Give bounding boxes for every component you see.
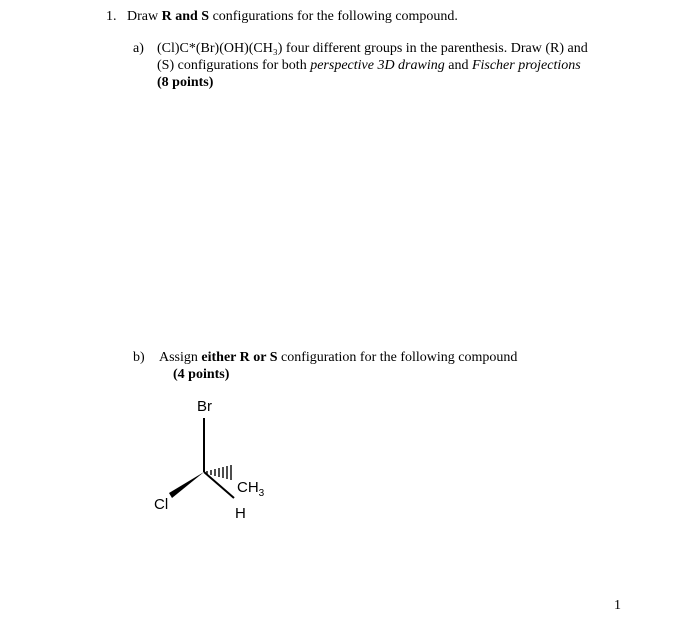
part-b-text	[159, 349, 517, 367]
question-1-heading	[106, 8, 458, 26]
part-b-text-bold: either R or S	[201, 350, 278, 365]
question-text-bold: R and S	[161, 9, 210, 24]
part-a-label: a)	[133, 41, 144, 56]
part-a-line-2-mid: and	[448, 58, 469, 73]
question-text-start: Draw	[127, 9, 159, 24]
wedge-bond-to-cl	[169, 472, 204, 498]
part-a-line-2-start: (S) configurations for both	[157, 58, 307, 73]
part-a-line-2	[157, 57, 581, 75]
part-a-italic-fischer: Fischer projections	[471, 58, 581, 73]
atom-label-cl: Cl	[154, 496, 169, 513]
part-b-points: (4 points)	[173, 367, 230, 382]
page-number: 1	[614, 598, 621, 613]
atom-label-ch3: $CH_3$	[237, 479, 265, 499]
part-b-text-start: Assign	[159, 350, 198, 365]
atom-label-h: H	[235, 505, 246, 522]
part-a-points: (8 points)	[157, 75, 214, 90]
question-number: 1.	[106, 9, 117, 24]
atom-label-br: Br	[197, 398, 212, 415]
part-a-line-1: (Cl)C*(Br)(OH)(CH₃) four different groups in the parenthesis. Draw (R) and	[157, 41, 588, 56]
question-text-end: configurations for the following compound.	[212, 9, 458, 24]
part-a-italic-perspective: perspective 3D drawing	[310, 58, 445, 73]
part-b-text-end: configuration for the following compound	[281, 350, 518, 365]
part-b-label: b)	[133, 350, 145, 365]
